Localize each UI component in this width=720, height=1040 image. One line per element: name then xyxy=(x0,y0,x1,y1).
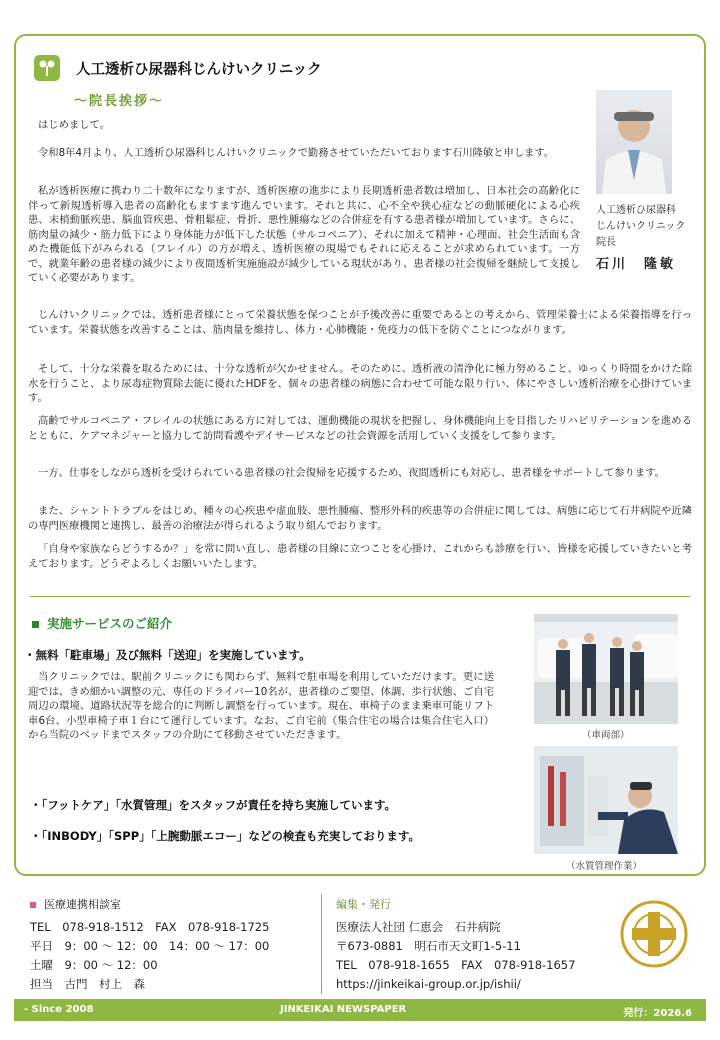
paragraph: また、シャントトラブルをはじめ、種々の心疾患や虚血肢、悪性腫瘍、整形外科的疾患等の合併症に関しては、病態に応じて石井病院や近隣の専門医療機関と連携し、最善の治療法が得られるよう取り組んでおります。 xyxy=(28,505,692,532)
publisher-info: 医療法人社団 仁恵会 石井病院 〒673-0881 明石市天文町1-5-11 TEL 078-918-1655 FAX 078-918-1657 https://jinkeikai-group.or.jp/ishii/ xyxy=(336,918,575,994)
footer-divider xyxy=(321,894,322,994)
liaison-info: TEL 078-918-1512 FAX 078-918-1725 平日 9：00 ～ 12：00 14：00 ～ 17：00 土曜 9：00 ～ 12：00 担当 古門 村上 森 xyxy=(30,920,270,991)
issue-date: 発行：2026.6 xyxy=(623,1008,692,1019)
paragraph: 一方、仕事をしながら透析を受けられている患者様の社会復帰を応援するため、夜間透析にも対応し、患者様をサポートして参ります。 xyxy=(38,467,665,479)
director-affiliation: 人工透析ひ尿器科 じんけいクリニック 院長 xyxy=(596,205,686,248)
section-divider xyxy=(30,596,690,597)
director-photo xyxy=(596,90,672,194)
paragraph: 「自身や家族ならどうするか？」を常に問い直し、患者様の目線に立つことを心掛け、これからも診療を行い、皆様を応援していきたいと考えております。どうぞよろしくお願いいたします。 xyxy=(28,543,692,570)
service-item-tests: ・「INBODY」「SPP」「上腕動脈エコー」などの検査も充実しております。 xyxy=(30,829,420,843)
service-item-parking: ・無料「駐車場」及び無料「送迎」を実施しています。 xyxy=(24,648,311,662)
services-heading: 実施サービスのご紹介 xyxy=(32,614,172,632)
paragraph: 令和8年4月より、人工透析ひ尿器科じんけいクリニックで勤務させていただいております石川隆敏と申します。 xyxy=(38,147,555,159)
accreditation-seal xyxy=(618,900,690,984)
paragraph: じんけいクリニックでは、透析患者様にとって栄養状態を保つことが予後改善に重要であるとの考えから、管理栄養士による栄養指導を行っています。栄養状態を改善することは、筋肉量を維持し、体力・心肺機能・免疫力の低下を防ぐことにつながります。 xyxy=(28,309,692,336)
paragraph: 高齢でサルコペニア・フレイルの状態にある方に対しては、運動機能の現状を把握し、身体機能向上を目指したリハビリテーションを進めるとともに、ケアマネジャーと協力して訪問看護やデイサービスなどの社会資源を活用していく支援をして参ります。 xyxy=(28,415,692,442)
paragraph: はじめまして。 xyxy=(38,119,110,131)
paragraph: そして、十分な栄養を取るためには、十分な透析が欠かせません。そのために、透析液の清浄化に極力努めること、ゆっくり時間をかけた除水を行うこと、より尿毒症物質除去能に優れたHDFを、個々の患者様の病態に合わせて可能な限り行い、体にやさしい透析治療を心掛けています。 xyxy=(28,363,692,404)
publisher-heading: 編集・発行 xyxy=(336,898,391,911)
director-name: 石川 隆敏 xyxy=(596,257,677,272)
square-bullet-icon xyxy=(32,621,39,628)
vehicle-team-photo xyxy=(534,614,678,724)
service-item-footcare: ・「フットケア」「水質管理」をスタッフが責任を持ち実施しています。 xyxy=(30,798,397,812)
paragraph: 私が透析医療に携わり二十数年になりますが、透析医療の進歩により長期透析患者数は増加し、日本社会の高齢化に伴って新規透析導入患者の高齢化もますます進んでいます。それと共に、心不全や狭心症などの動脈硬化による心疾患、末梢動脈疾患、脳血管疾患、骨粗鬆症、骨折、悪性腫瘍などの合併症を有する患者様が増加しています。さらに、筋肉量の減少・筋力低下により身体能力が低下した状態（サルコペニア）、それに加えて精神・心理面、社会生活面も含めた機能低下がみられる（フレイル）の方が増え、透析医療の現場でもそれに応えることが求められています。一方で、就業年齢の患者様の減少により夜間透析実施施設が減少している現状があり、患者様の社会復帰を継続して支援していく必要があります。 xyxy=(28,185,580,284)
newspaper-title: JINKEIKAI NEWSPAPER xyxy=(280,1004,407,1015)
square-bullet-icon xyxy=(30,902,36,908)
water-quality-photo xyxy=(534,746,678,854)
liaison-heading: 医療連携相談室 xyxy=(30,896,121,912)
water-photo-caption: （水質管理作業） xyxy=(566,861,643,872)
clinic-logo-icon xyxy=(34,55,60,81)
publisher-url-link[interactable]: https://jinkeikai-group.or.jp/ishii/ xyxy=(336,977,521,991)
service-parking-body: 当クリニックでは、駅前クリニックにも関わらず、無料で駐車場を利用していただけます。更に送迎では、きめ細かい調整の元、専任のドライバー10名が、患者様のご要望、体調、歩行状態、ご自宅周辺の環境、道路状況等を総合的に判断し調整を行っています。現在、車椅子のまま乗車可能リフト車6台、小型車椅子車１台にて運行しています。なお、ご自宅前（集合住宅の場合は集合住宅入口）から当院のベッドまでスタッフの介助にて移動させていただきます。 xyxy=(28,671,494,741)
clinic-name: 人工透析ひ尿器科じんけいクリニック xyxy=(76,62,322,78)
bottom-bar xyxy=(14,999,706,1021)
since-label: - Since 2008 xyxy=(24,1004,94,1015)
vehicle-photo-caption: （車両部） xyxy=(582,730,630,741)
greeting-title: ～院長挨拶～ xyxy=(74,94,165,109)
